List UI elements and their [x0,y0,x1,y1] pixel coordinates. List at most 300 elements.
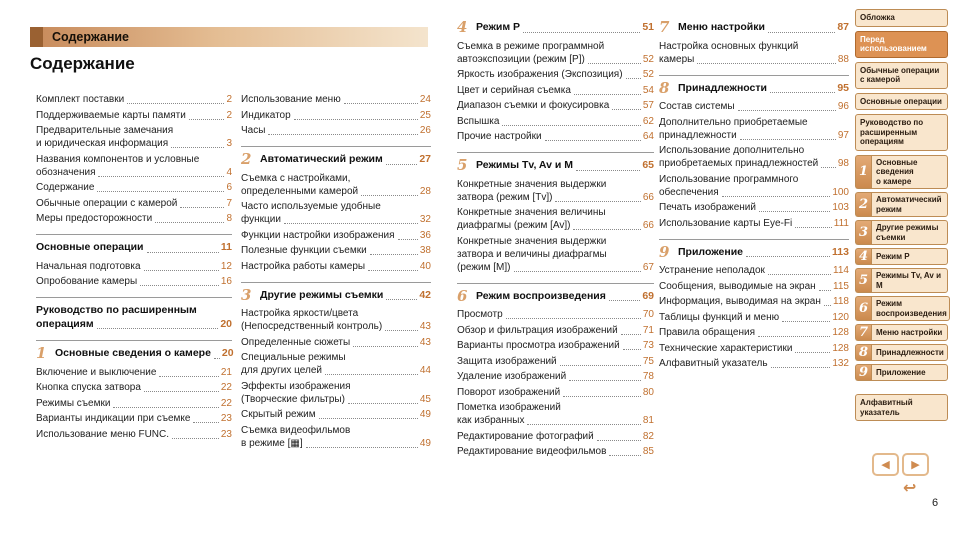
toc-page-number: 66 [642,220,654,231]
toc-chapter-number: 5 [457,156,468,174]
sidebar-chapter-number: 8 [855,344,871,361]
toc-entry-text: Информация, выводимая на экран [659,296,821,307]
dotted-leader [193,422,218,423]
toc-entry-text: и юридическая информация [36,138,169,149]
toc-entry-text: Настройка яркости/цвета [241,308,359,319]
toc-chapter-number: 2 [241,150,252,168]
sidebar-tab[interactable] [855,114,948,151]
dotted-leader [768,274,831,275]
toc-entry[interactable] [457,68,654,81]
toc-page-number: 49 [419,437,431,449]
toc-page-number: 12 [220,260,232,272]
dotted-leader [821,167,836,168]
toc-entry-text: Специальные режимы [241,352,346,363]
toc-entry-text: Дополнительно приобретаемые [659,116,808,128]
toc-entry-text: Названия компонентов и условные [36,153,200,165]
toc-entry[interactable] [36,109,232,122]
toc-entry-text: Конкретные значения выдержки [457,235,607,247]
toc-entry-text: Функции настройки изображения [241,229,395,241]
toc-entry[interactable] [241,380,431,406]
toc-entry-text: камеры [659,53,695,65]
sidebar-chapter-label: Режимы Tv, Av и M [871,268,948,293]
sidebar-tab-index[interactable] [855,394,948,421]
toc-entry-text: Состав системы [659,101,735,112]
sidebar-chapter-tab[interactable] [855,192,948,217]
toc-page-number: 23 [220,428,232,440]
toc-page-number: 67 [642,261,654,273]
sidebar-tab-label: Алфавитный указатель [860,398,913,417]
prev-arrow-icon: ◀ [881,458,890,471]
dotted-leader [697,63,836,64]
toc-entry[interactable] [457,40,654,66]
toc-entry[interactable] [241,260,431,273]
dotted-leader [189,119,225,120]
toc-entry[interactable] [659,264,849,277]
sidebar-chapter-label: Режим P [871,248,948,265]
toc-chapter-number: 9 [659,242,670,261]
toc-page-number: 25 [419,109,431,121]
toc-page-number: 22 [220,382,232,393]
toc-entry[interactable] [457,355,654,368]
toc-entry-text: Использование меню [241,94,341,105]
page-title: Содержание [30,54,135,73]
toc-entry[interactable] [241,336,431,349]
toc-entry-text: Меню настройки [678,21,765,33]
sidebar-tab-label: Основные операции [860,96,942,106]
dotted-leader [171,147,224,148]
toc-entry[interactable] [36,397,232,410]
toc-entry-text: Таблицы функций и меню [659,311,780,323]
dotted-leader [555,201,640,202]
dotted-leader [127,103,224,104]
toc-entry[interactable] [659,144,849,170]
toc-entry[interactable] [457,401,654,427]
dotted-leader [140,285,219,286]
toc-entry-text: Редактирование видеофильмов [457,446,607,457]
toc-page-number: 85 [642,446,654,457]
toc-entry-text: Опробование камеры [36,276,138,287]
sidebar-tab[interactable] [855,93,948,111]
toc-entry[interactable] [457,206,654,232]
toc-chapter-number: 8 [659,78,670,97]
dotted-leader [386,299,417,300]
toc-page-number: 27 [419,153,431,165]
sidebar-tab-label: Перед использованием [860,34,927,53]
toc-entry-text: Использование карты Eye-Fi [659,217,793,229]
toc-entry-text: Яркость изображения (Экспозиция) [457,69,623,80]
toc-page-number: 70 [642,309,654,320]
sidebar-tab-label: Руководство по [860,118,924,127]
page-header-bar [30,27,428,47]
toc-page-number: 69 [642,289,654,302]
toc-entry[interactable] [36,275,232,288]
toc-entry[interactable] [241,200,431,226]
toc-entry[interactable] [457,430,654,443]
toc-entry[interactable] [659,326,849,339]
toc-entry-text: в режиме [▦] [241,437,303,449]
return-icon[interactable]: ↩ [903,478,917,497]
toc-column-2 [241,93,431,452]
dotted-leader [523,32,640,33]
header-bar-title: Содержание [43,27,428,47]
dotted-leader [795,227,832,228]
dotted-leader [545,140,641,141]
toc-chapter-number: 1 [36,344,47,362]
toc-entry[interactable] [457,178,654,204]
toc-entry-text: Комплект поставки [36,94,125,105]
toc-page-number: 26 [419,125,431,136]
toc-entry[interactable] [659,357,849,370]
toc-entry[interactable] [659,201,849,214]
sidebar-chapter-label: Основные сведения о камере [871,155,948,190]
dotted-leader [609,455,640,456]
toc-entry-text: затвора (режим [Tv]) [457,191,553,203]
toc-entry-text: Использование дополнительно [659,145,805,156]
toc-entry[interactable] [241,229,431,242]
sidebar-tab[interactable] [855,62,948,89]
toc-entry[interactable] [36,212,232,225]
sidebar-chapter-tabs [855,155,948,382]
toc-entry[interactable] [659,40,849,66]
toc-entry[interactable] [241,424,431,450]
toc-entry-text: Правила обращения [659,327,755,338]
dotted-leader [385,330,418,331]
toc-entry-text: Настройка работы камеры [241,260,366,272]
dotted-leader [214,358,220,359]
toc-page-number: 36 [419,229,431,241]
toc-entry[interactable] [659,100,849,113]
toc-entry-text: Руководство по расширенным [36,304,197,316]
sidebar-chapter-tab[interactable] [855,344,948,361]
dotted-leader [574,94,641,95]
toc-page-number: 20 [220,317,232,330]
dotted-leader [172,438,219,439]
toc-chapter-heading[interactable] [457,152,654,173]
toc-entry-text: Варианты индикации при съемке [36,413,191,424]
toc-entry-text: Включение и выключение [36,366,157,378]
toc-entry[interactable] [36,428,232,441]
toc-page-number: 32 [419,214,431,225]
toc-page-number: 43 [419,336,431,348]
sidebar-chapter-number: 3 [855,220,871,245]
dotted-leader [514,271,641,272]
toc-page-number: 87 [837,21,849,33]
toc-entry-text: Основные операции [36,241,144,253]
toc-entry[interactable] [457,84,654,97]
toc-entry[interactable] [241,109,431,122]
dotted-leader [560,365,641,366]
toc-entry[interactable] [457,445,654,458]
dotted-leader [306,447,418,448]
toc-entry[interactable] [36,197,232,210]
dotted-leader [144,270,219,271]
toc-entry-text: Сообщения, выводимые на экран [659,280,816,292]
toc-entry[interactable] [457,99,654,112]
toc-column-4 [659,18,849,373]
toc-entry-text: (Непосредственный контроль) [241,321,383,332]
toc-page-number: 28 [419,185,431,197]
toc-page-number: 88 [837,53,849,65]
toc-entry-text: Начальная подготовка [36,260,141,272]
toc-entry[interactable] [457,235,654,274]
toc-page-number: 57 [642,100,654,111]
toc-entry-text: Часто используемые удобные [241,201,381,212]
toc-entry[interactable] [457,115,654,128]
toc-entry[interactable] [36,181,232,194]
toc-page-number: 43 [419,321,431,332]
toc-entry-text: Цвет и серийная съемка [457,84,571,96]
toc-entry-text: принадлежности [659,129,737,141]
sidebar-chapter-label: Приложение [871,364,948,381]
toc-entry[interactable] [36,153,232,179]
toc-page-number: 52 [642,69,654,80]
toc-entry-text: Скрытый режим [241,409,316,420]
toc-page-number: 38 [419,245,431,256]
toc-chapter-heading[interactable] [241,282,431,303]
toc-entry-text: затвора и величины диафрагмы [457,248,607,260]
toc-page-number: 95 [837,81,849,94]
toc-entry-text: Съемка видеофильмов [241,424,351,436]
dotted-leader [770,92,835,93]
toc-chapter-heading[interactable] [659,75,849,96]
toc-entry[interactable] [36,260,232,273]
dotted-leader [758,336,830,337]
sidebar-tab-label: Обложка [860,13,895,22]
toc-page-number: 113 [832,245,849,258]
dotted-leader [612,109,641,110]
toc-page-number: 111 [833,217,849,229]
sidebar-chapter-tab[interactable] [855,268,948,293]
toc-page-number: 6 [226,182,232,193]
sidebar-tab-label: расширенным операциям [860,127,918,146]
sidebar-tab-label: с камерой [860,75,901,84]
toc-entry[interactable] [659,173,849,199]
toc-entry[interactable] [659,280,849,293]
toc-entry[interactable] [659,217,849,230]
sidebar-chapter-label: Меню настройки [871,324,948,341]
dotted-leader [576,170,640,171]
toc-entry-text: Поворот изображений [457,386,561,398]
toc-page-number: 128 [832,342,849,354]
toc-entry-text: Режимы съемки [36,397,111,409]
toc-page-number: 114 [833,265,849,276]
toc-entry[interactable] [659,116,849,142]
dotted-leader [348,403,418,404]
toc-chapter-heading[interactable] [36,340,232,361]
toc-entry-text: (режим [M]) [457,261,511,273]
toc-entry[interactable] [36,124,232,150]
toc-entry-text: приобретаемых принадлежностей [659,158,819,169]
dotted-leader [795,352,830,353]
toc-entry-text: Редактирование фотографий [457,430,594,442]
toc-entry-text: Съемка с настройками, [241,172,351,184]
sidebar-section-tabs [855,9,948,151]
toc-entry[interactable] [241,408,431,421]
toc-entry-text: Режим воспроизведения [476,289,606,302]
toc-page-number: 51 [642,21,654,33]
sidebar-chapter-number: 7 [855,324,871,341]
toc-chapter-heading[interactable] [241,146,431,167]
toc-entry-text: Обычные операции с камерой [36,197,178,209]
toc-column-1 [36,93,232,443]
dotted-leader [563,396,641,397]
toc-page-number: 21 [220,366,232,378]
toc-entry-text: автоэкспозиции (режим [P]) [457,53,585,65]
toc-page-number: 118 [833,296,849,307]
toc-page-number: 128 [832,327,849,338]
toc-page-number: 7 [226,197,232,209]
sidebar-tab[interactable] [855,9,948,27]
toc-entry-text: Печать изображений [659,202,756,213]
sidebar-chapter-label: Принадлежности [871,344,948,361]
toc-entry-text: Полезные функции съемки [241,245,367,256]
toc-entry-text: Кнопка спуска затвора [36,382,141,393]
sidebar-tab[interactable] [855,31,948,58]
dotted-leader [147,252,219,253]
sidebar-chapter-tab[interactable] [855,155,948,190]
dotted-leader [597,440,641,441]
toc-page-number: 49 [419,409,431,420]
toc-page-number: 42 [419,288,431,301]
dotted-leader [621,334,641,335]
toc-page-number: 100 [832,186,849,198]
dotted-leader [768,32,835,33]
sidebar-chapter-tab[interactable] [855,220,948,245]
toc-entry-text: Использование меню FUNC. [36,428,170,440]
toc-page-number: 66 [642,191,654,203]
toc-entry[interactable] [457,386,654,399]
toc-entry-text: Устранение неполадок [659,265,765,276]
toc-page-number: 40 [419,260,431,272]
dotted-leader [353,346,418,347]
sidebar-tab-label: Обычные операции [860,65,940,75]
toc-page-number: 132 [832,358,849,369]
toc-entry-text: Определенные сюжеты [241,336,351,348]
toc-entry[interactable] [36,381,232,394]
dotted-leader [782,321,830,322]
toc-page-number: 75 [642,355,654,367]
dotted-leader [588,63,641,64]
toc-chapter-heading[interactable] [659,18,849,36]
toc-entry-text: Меры предосторожности [36,213,153,224]
toc-chapter-heading[interactable] [659,239,849,260]
toc-entry[interactable] [457,370,654,383]
toc-entry-text: операциям [36,317,94,330]
sidebar-chapter-number: 6 [855,296,871,321]
dotted-leader [284,223,418,224]
sidebar-chapter-tab[interactable] [855,296,948,321]
toc-entry-text: диафрагмы (режим [Av]) [457,220,571,231]
toc-entry[interactable] [241,307,431,333]
toc-entry-text: Другие режимы съемки [260,288,384,301]
sidebar-chapter-tab[interactable] [855,248,948,265]
dotted-leader [746,256,830,257]
toc-entry-text: Принадлежности [678,81,767,94]
toc-chapter-heading[interactable] [457,283,654,304]
sidebar-chapter-label: Режим воспроизведения [871,296,950,321]
prev-page-button[interactable] [872,453,899,476]
toc-page-number: 16 [220,276,232,287]
toc-entry-text: Поддерживаемые карты памяти [36,109,186,121]
sidebar-chapter-number: 2 [855,192,871,217]
toc-section-heading[interactable] [36,234,232,255]
header-accent-square [30,27,43,47]
toc-page-number: 98 [837,158,849,169]
dotted-leader [361,195,418,196]
toc-entry[interactable] [659,311,849,324]
dotted-leader [386,164,418,165]
toc-entry[interactable] [659,295,849,308]
toc-entry-text: Пометка изображений [457,402,561,413]
toc-entry[interactable] [241,172,431,198]
sidebar-chapter-number: 1 [855,155,871,190]
dotted-leader [97,191,224,192]
dotted-leader [506,318,641,319]
toc-entry-text: Съемка в режиме программной [457,40,605,52]
toc-chapter-heading[interactable] [457,18,654,36]
toc-page-number: 97 [837,129,849,141]
toc-page-number: 8 [226,213,232,224]
sidebar-chapter-tab[interactable] [855,324,948,341]
toc-entry[interactable] [241,351,431,377]
dotted-leader [626,78,641,79]
dotted-leader [824,305,831,306]
toc-section-heading[interactable] [36,297,232,331]
toc-page-number: 81 [642,415,654,426]
toc-chapter-number: 3 [241,285,252,304]
toc-entry[interactable] [457,324,654,337]
sidebar-chapter-label: Другие режимы съемки [871,220,948,245]
toc-entry[interactable] [36,412,232,425]
toc-entry-text: (Творческие фильтры) [241,393,345,405]
toc-entry[interactable] [457,308,654,321]
toc-entry[interactable] [457,130,654,143]
sidebar-chapter-tab[interactable] [855,364,948,381]
toc-entry[interactable] [241,93,431,106]
dotted-leader [97,328,219,329]
toc-page-number: 96 [837,101,849,112]
sidebar-nav [855,9,948,421]
dotted-leader [819,290,831,291]
dotted-leader [740,139,836,140]
toc-entry-text: Обзор и фильтрация изображений [457,324,618,336]
toc-entry[interactable] [241,244,431,257]
dotted-leader [98,176,224,177]
toc-entry-text: Конкретные значения выдержки [457,178,607,190]
toc-entry-text: Вспышка [457,115,500,127]
dotted-leader [368,270,418,271]
next-page-button[interactable] [902,453,929,476]
toc-entry[interactable] [241,124,431,137]
toc-entry-text: Режим P [476,21,521,33]
toc-page-number: 80 [642,386,654,398]
toc-entry[interactable] [457,339,654,352]
dotted-leader [113,407,218,408]
toc-entry-text: Диапазон съемки и фокусировка [457,100,610,111]
toc-entry[interactable] [36,366,232,379]
sidebar-chapter-number: 9 [855,364,871,381]
toc-entry-text: Основные сведения о камере [55,347,211,359]
toc-entry-text: Защита изображений [457,355,557,367]
toc-page-number: 4 [226,166,232,178]
dotted-leader [738,110,836,111]
toc-entry[interactable] [659,342,849,355]
dotted-leader [159,376,218,377]
toc-entry[interactable] [36,93,232,106]
toc-page-number: 44 [419,365,431,376]
toc-page-number: 23 [220,413,232,424]
toc-entry-text: Алфавитный указатель [659,358,768,369]
